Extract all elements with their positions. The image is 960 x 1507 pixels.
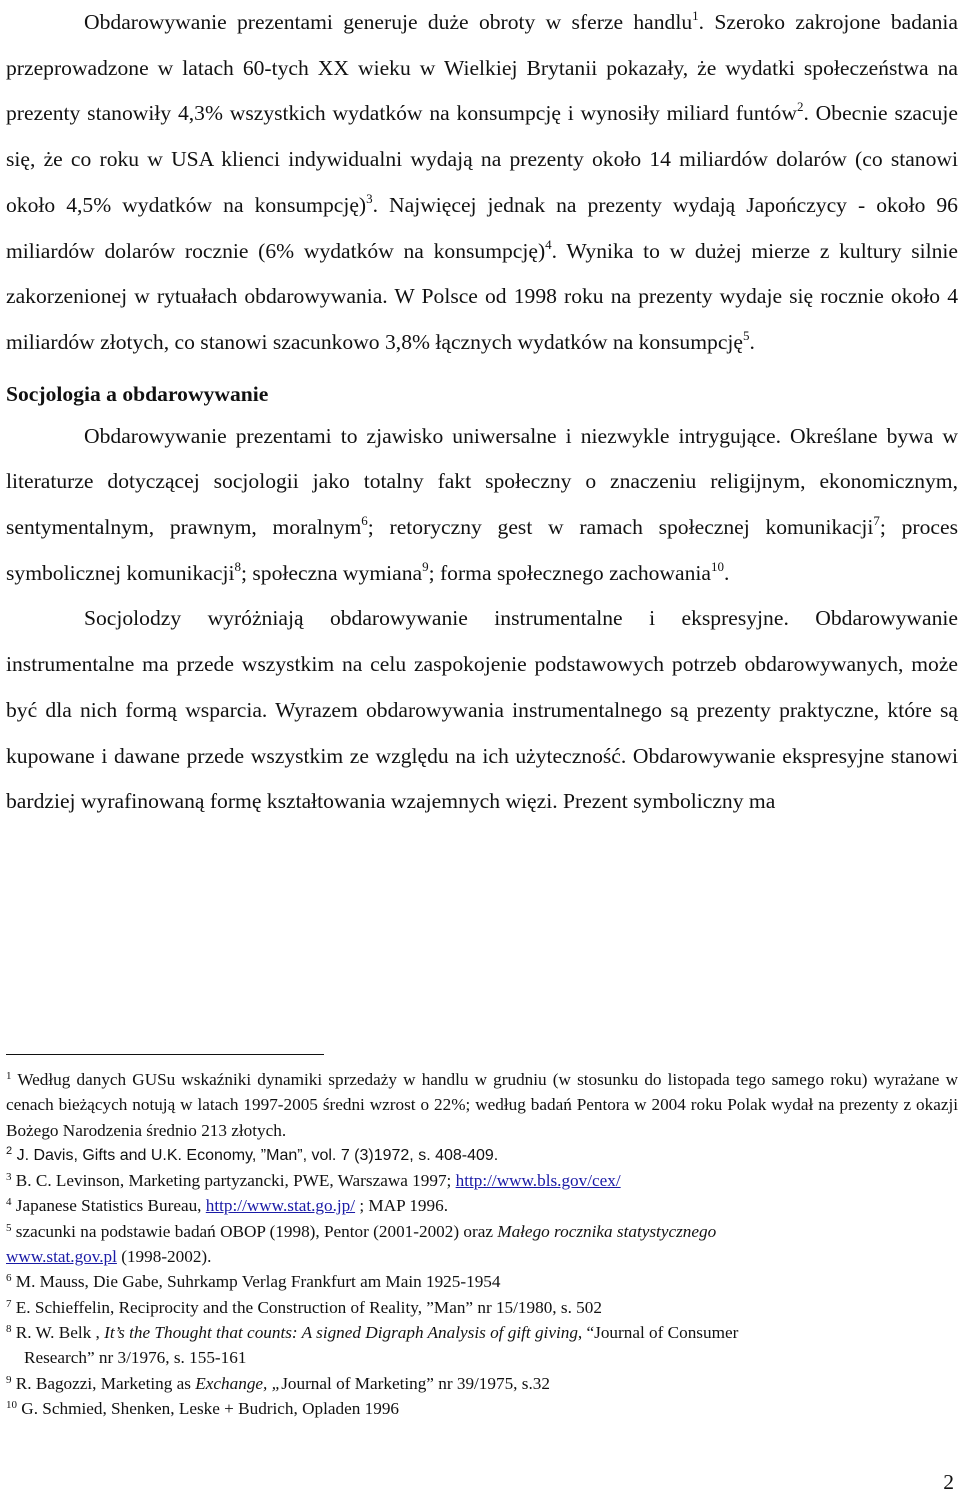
footnote-number: 4 xyxy=(6,1196,12,1209)
footnote-ref[interactable]: 6 xyxy=(361,513,368,529)
footnote-ref[interactable]: 2 xyxy=(796,99,804,115)
footnote-ref[interactable]: 10 xyxy=(710,558,724,574)
document-page xyxy=(6,0,958,825)
footnote-3 xyxy=(6,1168,958,1193)
footnote-link[interactable]: http://www.bls.gov/cex/ xyxy=(455,1171,621,1191)
footnote-link[interactable]: www.stat.gov.pl xyxy=(6,1247,117,1267)
footnote-1 xyxy=(6,1067,958,1143)
paragraph-text: . xyxy=(749,329,755,354)
footnote-number: 2 xyxy=(6,1144,13,1157)
footnote-text: J. Davis, Gifts and U.K. Economy, ”Man”, vol. 7 (3)1972, s. 408-409. xyxy=(12,1146,499,1164)
footnote-ref[interactable]: 9 xyxy=(422,558,429,574)
footnote-italic: Małego rocznika statystycznego xyxy=(497,1221,717,1241)
paragraph-sociology xyxy=(6,414,958,597)
footnote-number: 6 xyxy=(6,1272,12,1285)
footnote-text: szacunki na podstawie badań OBOP (1998), Pentor (2001-2002) oraz xyxy=(11,1221,498,1241)
paragraph-text: ; proces symbolicznej komunikacji xyxy=(6,515,958,585)
paragraph-text: . Szeroko zakrojone badania przeprowadzone w latach 60-tych XX wieku w Wielkiej Brytanii pokazały, że wydatki społeczeństwa na prezenty stanowiły 4,3% wszystkich wydatków na konsumpcję i wynosiły miliard funtów xyxy=(6,10,958,126)
section-heading: Socjologia a obdarowywanie xyxy=(6,381,269,406)
paragraph-text: . Najwięcej jednak na prezenty wydają Japończycy - około 96 miliardów dolarów rocznie (6% wydatków na konsumpcję) xyxy=(6,192,958,263)
footnote-ref[interactable]: 7 xyxy=(873,513,880,529)
footnote-divider xyxy=(6,1054,324,1055)
footnote-text: R. Bagozzi, Marketing as xyxy=(11,1373,196,1393)
footnote-ref[interactable]: 3 xyxy=(366,190,373,206)
footnote-text: Japanese Statistics Bureau, xyxy=(11,1196,206,1216)
footnote-text: M. Mauss, Die Gabe, Suhrkamp Verlag Frankfurt am Main 1925-1954 xyxy=(11,1272,501,1292)
footnote-italic: Exchange, „ xyxy=(195,1373,282,1393)
paragraph-text: . xyxy=(723,560,730,585)
footnote-text: Research” nr 3/1976, s. 155-161 xyxy=(24,1348,247,1368)
footnote-9 xyxy=(6,1371,958,1396)
paragraph-instrumental-expressive: Socjolodzy wyróżniają obdarowywanie instrumentalne i ekspresyjne. Obdarowywanie instrumentalne ma przede wszystkim na celu zaspokojenie podstawowych potrzeb obdarowywanych, może być dla nich formą wsparcia. Wyrazem obdarowywania instrumentalnego są prezenty praktyczne, które są kupowane i dawane przede wszystkim ze względu na ich użyteczność. Obdarowywanie ekspresyjne stanowi bardziej wyrafinowaną formę kształtowania wzajemnych więzi. Prezent symboliczny ma xyxy=(6,606,958,814)
footnote-text: E. Schieffelin, Reciprocity and the Construction of Reality, ”Man” nr 15/1980, s. 502 xyxy=(11,1297,602,1317)
footnote-8 xyxy=(6,1320,958,1371)
footnote-7 xyxy=(6,1295,958,1320)
footnote-number: 5 xyxy=(6,1221,12,1234)
paragraph-text: ; retoryczny gest w ramach społecznej komunikacji xyxy=(367,515,874,540)
footnote-ref[interactable]: 5 xyxy=(743,327,750,343)
footnote-number: 9 xyxy=(6,1373,12,1386)
footnote-text: (1998-2002). xyxy=(116,1247,212,1267)
footnote-number: 7 xyxy=(6,1297,12,1310)
paragraph-text: ; społeczna wymiana xyxy=(241,560,423,585)
footnote-text: Journal of Marketing” nr 39/1975, s.32 xyxy=(281,1373,550,1393)
footnote-text: G. Schmied, Shenken, Leske + Budrich, Opladen 1996 xyxy=(17,1398,400,1418)
footnote-number: 8 xyxy=(6,1322,12,1335)
footnote-text: R. W. Belk , xyxy=(11,1322,105,1342)
footnote-number: 3 xyxy=(6,1171,12,1184)
footnote-5 xyxy=(6,1219,958,1270)
paragraph-text: ; forma społecznego zachowania xyxy=(428,560,711,585)
footnote-4 xyxy=(6,1193,958,1218)
paragraph-gift-spending xyxy=(6,0,958,366)
paragraph-text: Obdarowywanie prezentami to zjawisko uniwersalne i niezwykle intrygujące. Określane bywa w literaturze dotyczącej socjologii jako totalny fakt społeczny o znaczeniu religijnym, ekonomicznym, sentymentalnym, prawnym, moralnym xyxy=(6,423,958,540)
paragraph-text: . Wynika to w dużej mierze z kultury silnie zakorzenionej w rytuałach obdarowywania. W Polsce od 1998 roku na prezenty wydaje się rocznie około 4 miliardów złotych, co stanowi szacunkowo 3,8% łącznych wydatków na konsumpcję xyxy=(6,238,958,354)
footnote-ref[interactable]: 8 xyxy=(234,558,241,574)
footnote-ref[interactable]: 4 xyxy=(545,236,552,252)
footnote-10 xyxy=(6,1396,958,1421)
paragraph-text: Obdarowywanie prezentami generuje duże obroty w sferze handlu xyxy=(84,10,693,34)
footnote-italic: It’s the Thought that counts: A signed Digraph Analysis of gift giving xyxy=(104,1322,578,1342)
footnote-number: 1 xyxy=(6,1070,12,1082)
footnote-link[interactable]: http://www.stat.go.jp/ xyxy=(205,1196,356,1216)
footnote-text: Według danych GUSu wskaźniki dynamiki sprzedaży w handlu w grudniu (w stosunku do listopada tego samego roku) wyrażane w cenach bieżących notują w latach 1997-2005 średni wzrost o 22%; według badań Pentora w 2004 roku Polak wydał na prezenty z okazji Bożego Narodzenia średnio 213 złotych. xyxy=(6,1070,958,1140)
footnote-6 xyxy=(6,1269,958,1294)
footnote-text: ; MAP 1996. xyxy=(355,1196,449,1216)
page-number: 2 xyxy=(943,1470,954,1494)
footnote-number: 10 xyxy=(6,1398,17,1411)
footnotes xyxy=(6,1067,958,1421)
footnote-text: B. C. Levinson, Marketing partyzancki, PWE, Warszawa 1997; xyxy=(11,1171,456,1191)
footnote-text: , “Journal of Consumer xyxy=(577,1322,739,1342)
paragraph-text: . Obecnie szacuje się, że co roku w USA klienci indywidualni wydają na prezenty około 14 miliardów dolarów (co stanowi około 4,5% wydatków na konsumpcję) xyxy=(6,101,958,217)
footnote-ref[interactable]: 1 xyxy=(692,8,699,23)
footnote-2 xyxy=(6,1143,958,1168)
